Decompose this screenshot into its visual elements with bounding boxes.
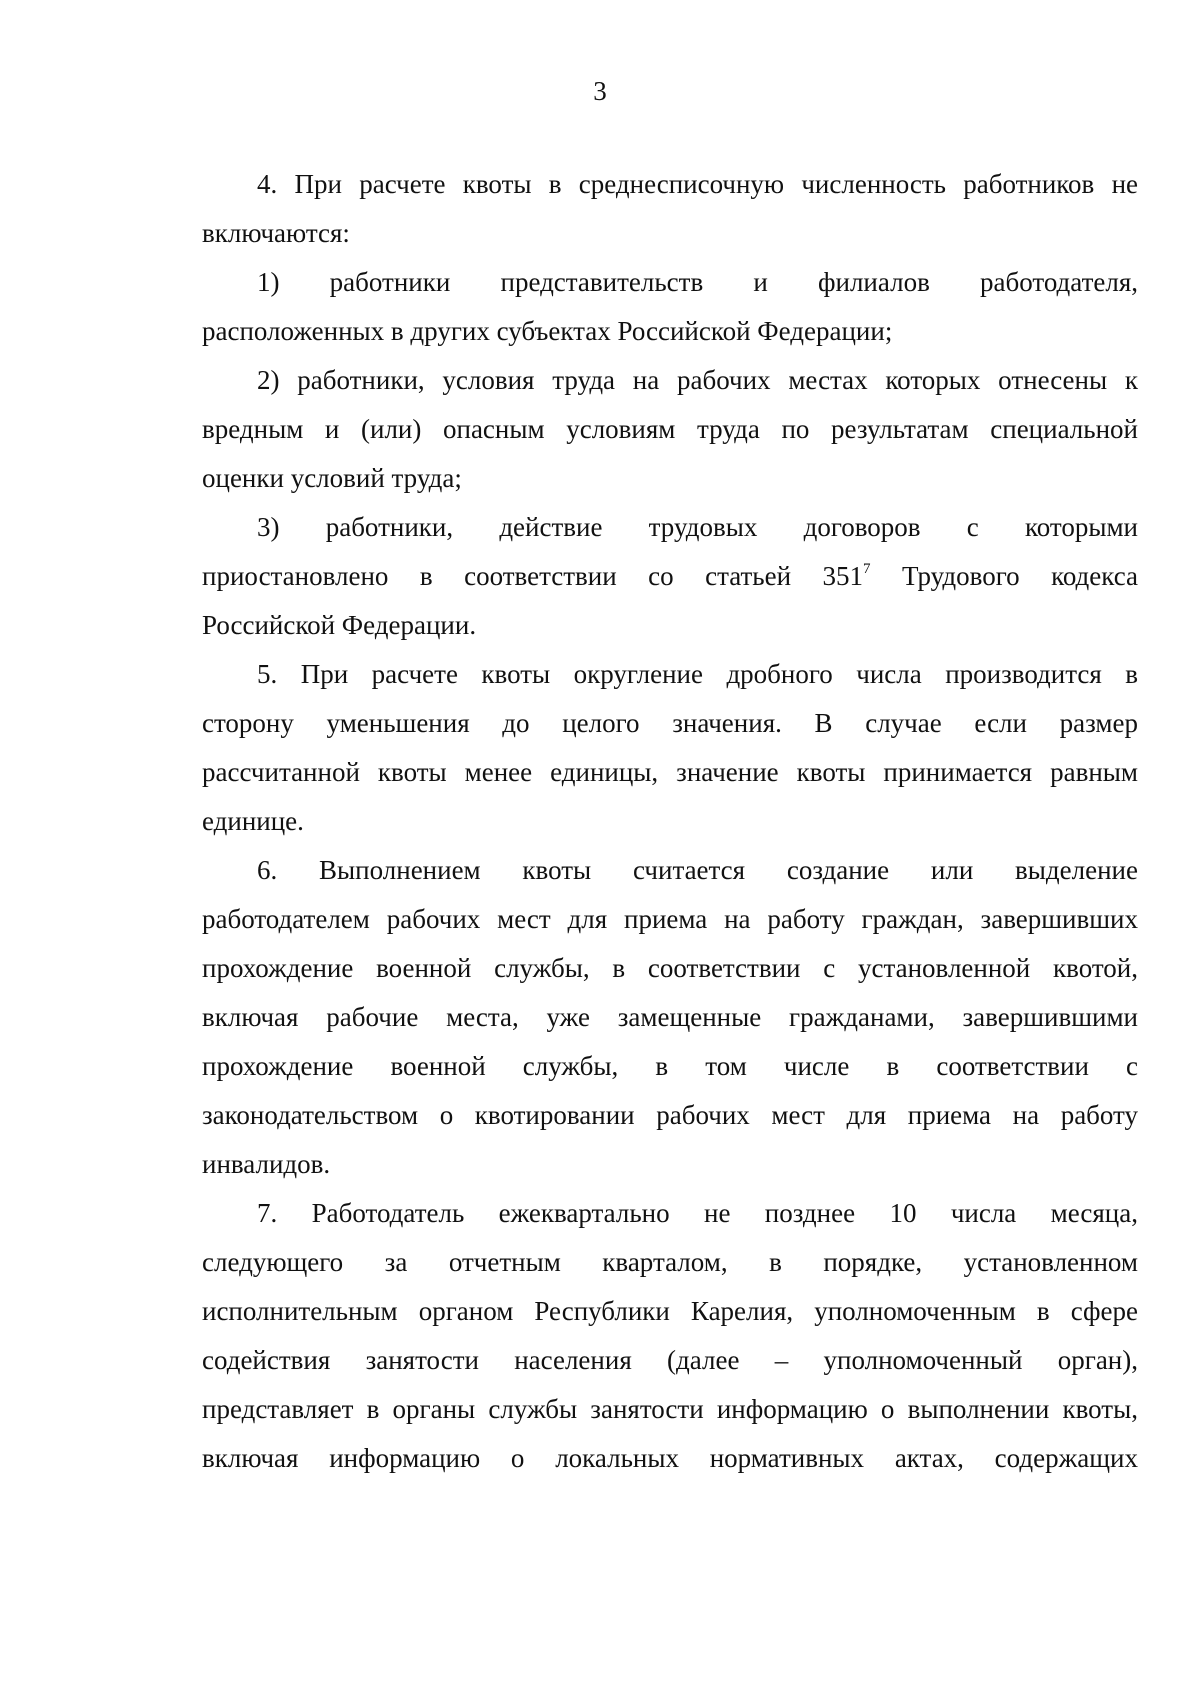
- paragraph-item-4: [202, 160, 1138, 258]
- text-line: содействия занятости населения (далее – уполномоченный орган),: [202, 1345, 1138, 1375]
- text-line: инвалидов.: [202, 1149, 331, 1179]
- paragraph-subitem-2: [202, 356, 1138, 503]
- text-line-with-superscript: [202, 552, 1138, 601]
- text-line: расположенных в других субъектах Российской Федерации;: [202, 316, 893, 346]
- page-number: 3: [593, 76, 607, 106]
- text-line: 5. При расчете квоты округление дробного числа производится в: [257, 659, 1138, 689]
- text-line: Российской Федерации.: [202, 610, 477, 640]
- text-line: 3) работники, действие трудовых договоров с которыми: [257, 512, 1138, 542]
- text-line: сторону уменьшения до целого значения. В случае если размер: [202, 708, 1138, 738]
- text-line: включая информацию о локальных нормативных актах, содержащих: [202, 1443, 1138, 1473]
- text-line-start: приостановлено в соответствии со статьей 351: [202, 561, 864, 591]
- text-line: рассчитанной квоты менее единицы, значение квоты принимается равным: [202, 757, 1138, 787]
- text-line: представляет в органы службы занятости информацию о выполнении квоты,: [202, 1394, 1138, 1424]
- text-line: прохождение военной службы, в том числе в соответствии с: [202, 1051, 1138, 1081]
- document-body: [202, 160, 1138, 1483]
- article-superscript: 7: [863, 561, 871, 577]
- text-line: включая рабочие места, уже замещенные гражданами, завершившими: [202, 1002, 1138, 1032]
- paragraph-subitem-1: [202, 258, 1138, 356]
- text-line: оценки условий труда;: [202, 463, 462, 493]
- text-line: 1) работники представительств и филиалов работодателя,: [257, 267, 1138, 297]
- text-line: 6. Выполнением квоты считается создание или выделение: [257, 855, 1138, 885]
- text-line: включаются:: [202, 218, 350, 248]
- paragraph-item-6: [202, 846, 1138, 1189]
- paragraph-item-5: [202, 650, 1138, 846]
- text-line: прохождение военной службы, в соответствии с установленной квотой,: [202, 953, 1138, 983]
- paragraph-subitem-3: [202, 503, 1138, 650]
- text-line: 4. При расчете квоты в среднесписочную численность работников не: [257, 169, 1138, 199]
- text-line: 7. Работодатель ежеквартально не позднее 10 числа месяца,: [257, 1198, 1138, 1228]
- text-line: работодателем рабочих мест для приема на работу граждан, завершивших: [202, 904, 1138, 934]
- paragraph-item-7: [202, 1189, 1138, 1483]
- text-line: вредным и (или) опасным условиям труда по результатам специальной: [202, 414, 1138, 444]
- text-line: следующего за отчетным кварталом, в порядке, установленном: [202, 1247, 1138, 1277]
- text-line: исполнительным органом Республики Карелия, уполномоченным в сфере: [202, 1296, 1138, 1326]
- text-line-end: Трудового кодекса: [870, 561, 1139, 591]
- text-line: единице.: [202, 806, 304, 836]
- text-line: 2) работники, условия труда на рабочих местах которых отнесены к: [257, 365, 1138, 395]
- text-line: законодательством о квотировании рабочих мест для приема на работу: [202, 1100, 1138, 1130]
